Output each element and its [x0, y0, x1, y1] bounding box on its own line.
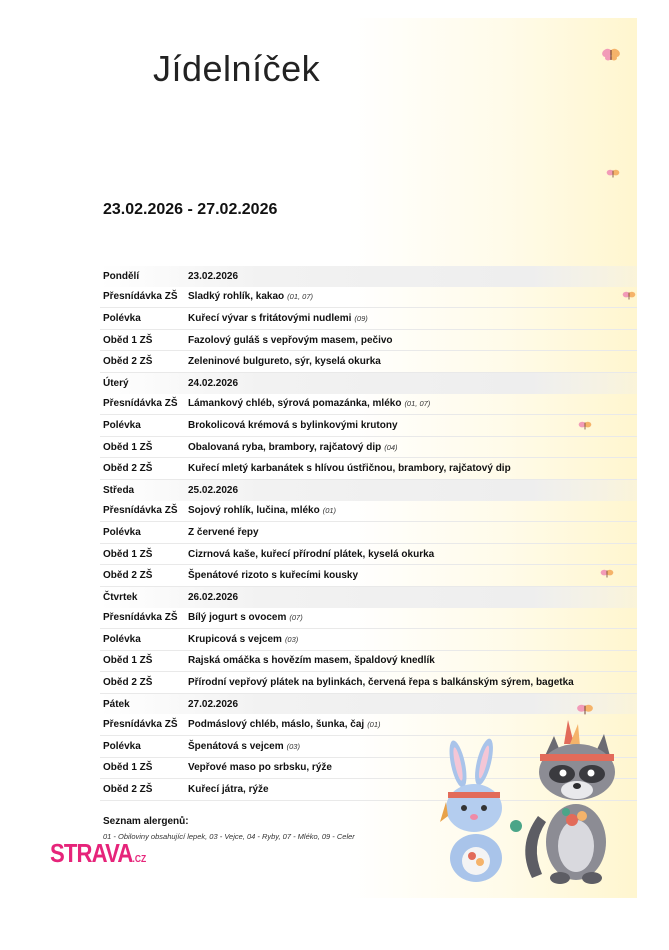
- meal-type: Polévka: [103, 633, 141, 645]
- meal-row: [100, 415, 637, 437]
- day-name: Úterý: [103, 377, 129, 389]
- dish-name: Kuřecí vývar s fritátovými nudlemi: [188, 312, 352, 324]
- meal-type: Oběd 1 ZŠ: [103, 548, 153, 560]
- meal-dish: [188, 398, 637, 409]
- meal-type: Přesnídávka ZŠ: [103, 291, 178, 303]
- meal-type: Polévka: [103, 419, 141, 431]
- meal-type: Oběd 1 ZŠ: [103, 655, 153, 667]
- meal-row: [100, 501, 637, 523]
- dish-allergens: (03): [284, 634, 299, 644]
- meal-row: [100, 629, 637, 651]
- butterfly-icon: [606, 168, 620, 180]
- dish-allergens: (01): [367, 720, 381, 730]
- dish-name: Fazolový guláš s vepřovým masem, pečivo: [188, 334, 393, 346]
- dish-name: Obalovaná ryba, brambory, rajčatový dip: [188, 441, 382, 453]
- meal-dish: [188, 356, 637, 367]
- dish-name: Kuřecí játra, rýže: [188, 784, 269, 796]
- day-date: 24.02.2026: [188, 377, 239, 389]
- meal-type: Oběd 1 ZŠ: [103, 762, 153, 774]
- bunny-illustration: [440, 737, 522, 882]
- day-name: Pondělí: [103, 270, 140, 282]
- meal-type: Polévka: [103, 526, 141, 538]
- meal-type: Oběd 2 ZŠ: [103, 677, 153, 689]
- meal-dish: [188, 527, 637, 538]
- dish-allergens: (03): [286, 741, 300, 751]
- meal-dish: [188, 335, 637, 346]
- meal-row: [100, 437, 637, 459]
- meal-type: Polévka: [103, 740, 141, 752]
- butterfly-icon: [601, 47, 621, 63]
- meal-dish: [188, 655, 637, 666]
- dish-name: Rajská omáčka s hovězím masem, špaldový knedlík: [188, 655, 435, 667]
- meal-type: Přesnídávka ZŠ: [103, 398, 178, 410]
- day-date: 25.02.2026: [188, 484, 239, 496]
- dish-name: Brokolicová krémová s bylinkovými krutony: [188, 419, 398, 431]
- meal-type: Polévka: [103, 312, 141, 324]
- dish-name: Kuřecí mletý karbanátek s hlívou ústřičnou, brambory, rajčatový dip: [188, 463, 511, 475]
- dish-allergens: (07): [289, 613, 303, 623]
- page-title: Jídelníček: [153, 48, 321, 89]
- meal-row: [100, 308, 637, 330]
- meal-type: Přesnídávka ZŠ: [103, 505, 178, 517]
- dish-allergens: (04): [384, 442, 398, 452]
- day-row: [100, 266, 637, 287]
- dish-name: Krupicová s vejcem: [188, 633, 282, 645]
- dish-name: Lámankový chléb, sýrová pomazánka, mléko: [188, 398, 402, 410]
- meal-dish: [188, 570, 637, 581]
- meal-row: [100, 522, 637, 544]
- day-row: [100, 373, 637, 394]
- butterfly-icon: [578, 420, 592, 432]
- meal-row: [100, 651, 637, 673]
- day-row: [100, 694, 637, 715]
- meal-dish: [188, 313, 637, 324]
- butterfly-icon: [622, 290, 636, 302]
- dish-name: Cizrnová kaše, kuřecí přírodní plátek, kyselá okurka: [188, 548, 435, 560]
- meal-dish: [188, 612, 637, 623]
- meal-row: [100, 565, 637, 587]
- day-row: [100, 587, 637, 608]
- day-date: 27.02.2026: [188, 698, 239, 710]
- meal-row: [100, 544, 637, 566]
- day-name: Středa: [103, 484, 135, 496]
- meal-type: Oběd 2 ZŠ: [103, 356, 153, 368]
- dish-allergens: (09): [354, 313, 368, 323]
- day-name: Pátek: [103, 698, 130, 710]
- meal-dish: [188, 463, 637, 474]
- meal-dish: [188, 549, 637, 560]
- meal-type: Oběd 2 ZŠ: [103, 570, 153, 582]
- dish-name: Z červené řepy: [188, 526, 259, 538]
- day-name: Čtvrtek: [103, 591, 138, 603]
- dish-name: Přírodní vepřový plátek na bylinkách, červená řepa s balkánským sýrem, bagetka: [188, 677, 574, 689]
- dish-allergens: (01, 07): [404, 399, 431, 409]
- logo-text: STRAVA: [50, 838, 133, 868]
- meal-dish: [188, 677, 637, 688]
- dish-name: Špenátové rizoto s kuřecími kousky: [188, 570, 359, 582]
- dish-name: Zeleninové bulgureto, sýr, kyselá okurka: [188, 356, 381, 368]
- allergens-list: 01 - Obiloviny obsahující lepek, 03 - Vejce, 04 - Ryby, 07 - Mléko, 09 - Celer: [103, 832, 355, 841]
- meal-type: Oběd 1 ZŠ: [103, 441, 153, 453]
- dish-name: Špenátová s vejcem: [188, 740, 284, 752]
- dish-allergens: (01, 07): [287, 292, 314, 302]
- meal-dish: [188, 505, 637, 516]
- meal-row: [100, 608, 637, 630]
- day-row: [100, 480, 637, 501]
- meal-type: Přesnídávka ZŠ: [103, 719, 178, 731]
- logo-suffix: .CZ: [132, 854, 147, 865]
- meal-dish: [188, 420, 637, 431]
- butterfly-icon: [600, 568, 614, 580]
- raccoon-illustration: [525, 720, 615, 884]
- butterfly-icon: [576, 703, 594, 717]
- dish-name: Sojový rohlík, lučina, mléko: [188, 505, 320, 517]
- allergens-title: Seznam alergenů:: [103, 816, 189, 827]
- meal-type: Oběd 2 ZŠ: [103, 784, 153, 796]
- dish-name: Vepřové maso po srbsku, rýže: [188, 762, 332, 774]
- meal-row: [100, 458, 637, 480]
- meal-row: [100, 394, 637, 416]
- dish-name: Sladký rohlík, kakao: [188, 291, 285, 303]
- meal-dish: [188, 291, 637, 302]
- dish-allergens: (01): [322, 506, 337, 516]
- meal-dish: [188, 634, 637, 645]
- meal-row: [100, 330, 637, 352]
- bunny-raccoon-illustration: [436, 716, 636, 886]
- dish-name: Bílý jogurt s ovocem: [188, 612, 287, 624]
- meal-type: Oběd 1 ZŠ: [103, 334, 153, 346]
- meal-type: Oběd 2 ZŠ: [103, 463, 153, 475]
- meal-row: [100, 672, 637, 694]
- day-date: 23.02.2026: [188, 270, 239, 282]
- meal-row: [100, 351, 637, 373]
- date-range: 23.02.2026 - 27.02.2026: [103, 201, 278, 218]
- meal-row: [100, 287, 637, 309]
- dish-name: Podmáslový chléb, máslo, šunka, čaj: [188, 719, 365, 731]
- meal-type: Přesnídávka ZŠ: [103, 612, 178, 624]
- meal-dish: [188, 442, 637, 453]
- strava-logo[interactable]: [50, 838, 146, 869]
- day-date: 26.02.2026: [188, 591, 239, 603]
